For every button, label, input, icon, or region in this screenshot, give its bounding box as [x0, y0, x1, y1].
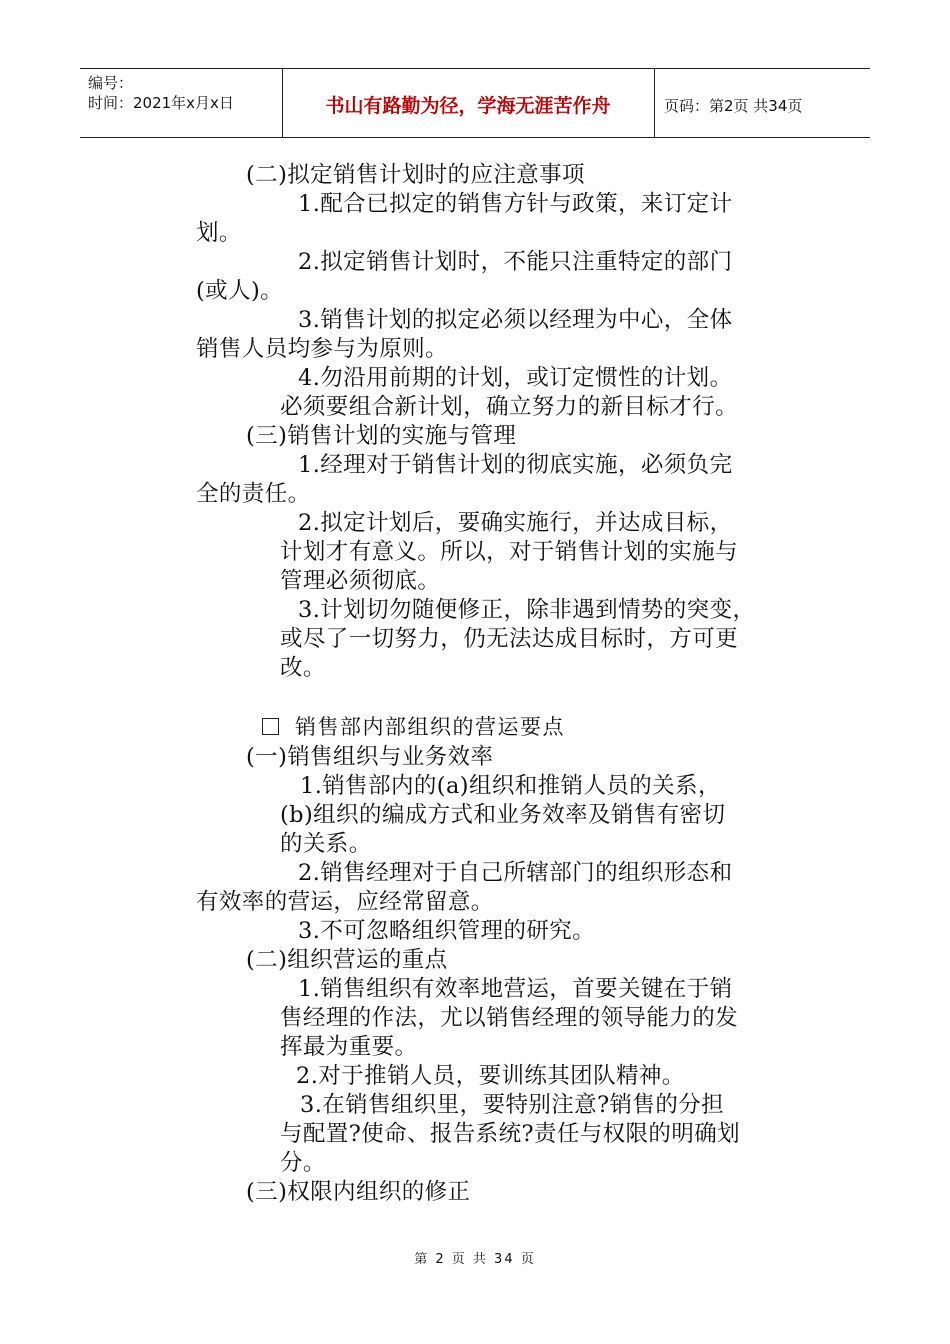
header-motto: 书山有路勤为径，学海无涯苦作舟 [325, 95, 611, 117]
text-line: (b)组织的编成方式和业务效率及销售有密切 [280, 802, 726, 828]
text-line: 全的责任。 [196, 481, 311, 507]
text-line: 2.拟定计划后，要确实施行，并达成目标， [298, 510, 733, 536]
document-header [80, 68, 870, 138]
text-line: 管理必须彻底。 [280, 568, 441, 594]
text-line: 售经理的作法，尤以销售经理的领导能力的发 [280, 1005, 739, 1031]
time-label: 时间：2021年x月x日 [88, 94, 234, 112]
subsection-heading: (三)权限内组织的修正 [246, 1179, 471, 1205]
subsection-heading: (二)组织营运的重点 [246, 947, 448, 973]
text-line: 3.不可忽略组织管理的研究。 [298, 918, 596, 944]
section-heading [262, 712, 565, 742]
text-line: 划。 [196, 220, 242, 246]
text-line: 4.勿沿用前期的计划，或订定惯性的计划。 [298, 365, 733, 391]
subsection-heading: (二)拟定销售计划时的应注意事项 [246, 162, 585, 188]
text-line: 2.拟定销售计划时，不能只注重特定的部门 [298, 249, 733, 275]
text-line: 3.计划切勿随便修正，除非遇到情势的突变， [298, 597, 756, 623]
text-line: 分。 [280, 1150, 326, 1176]
header-divider [654, 69, 655, 137]
section-heading-text: 销售部内部组织的营运要点 [295, 715, 565, 739]
text-line: 必须要组合新计划，确立努力的新目标才行。 [280, 394, 739, 420]
text-line: 或尽了一切努力，仍无法达成目标时，方可更 [280, 626, 739, 652]
text-line: 3.销售计划的拟定必须以经理为中心，全体 [298, 307, 733, 333]
checkbox-bullet-icon [262, 718, 279, 735]
header-meta [88, 73, 234, 113]
text-line: 1.配合已拟定的销售方针与政策，来订定计 [298, 191, 733, 217]
text-line: 1.销售部内的(a)组织和推销人员的关系， [300, 773, 721, 799]
page-footer: 第 2 页 共 34 页 [414, 1252, 536, 1267]
subsection-heading: (一)销售组织与业务效率 [246, 744, 494, 770]
subsection-heading: (三)销售计划的实施与管理 [246, 423, 517, 449]
text-line: 销售人员均参与为原则。 [196, 336, 448, 362]
text-line: 2.对于推销人员，要训练其团队精神。 [296, 1063, 685, 1089]
text-line: 的关系。 [280, 831, 372, 857]
text-line: 2.销售经理对于自己所辖部门的组织形态和 [298, 860, 733, 886]
text-line: 改。 [280, 655, 326, 681]
text-line: 挥最为重要。 [280, 1034, 418, 1060]
text-line: 计划才有意义。所以，对于销售计划的实施与 [280, 539, 739, 565]
text-line: 3.在销售组织里，要特别注意?销售的分担 [300, 1092, 725, 1118]
text-line: 1.销售组织有效率地营运，首要关键在于销 [298, 976, 733, 1002]
header-page-info: 页码：第2页 共34页 [664, 97, 803, 115]
text-line: 1.经理对于销售计划的彻底实施，必须负完 [298, 452, 733, 478]
text-line: 有效率的营运，应经常留意。 [196, 889, 494, 915]
number-label: 编号： [88, 74, 134, 92]
text-line: (或人)。 [196, 278, 284, 304]
text-line: 与配置?使命、报告系统?责任与权限的明确划 [280, 1121, 741, 1147]
